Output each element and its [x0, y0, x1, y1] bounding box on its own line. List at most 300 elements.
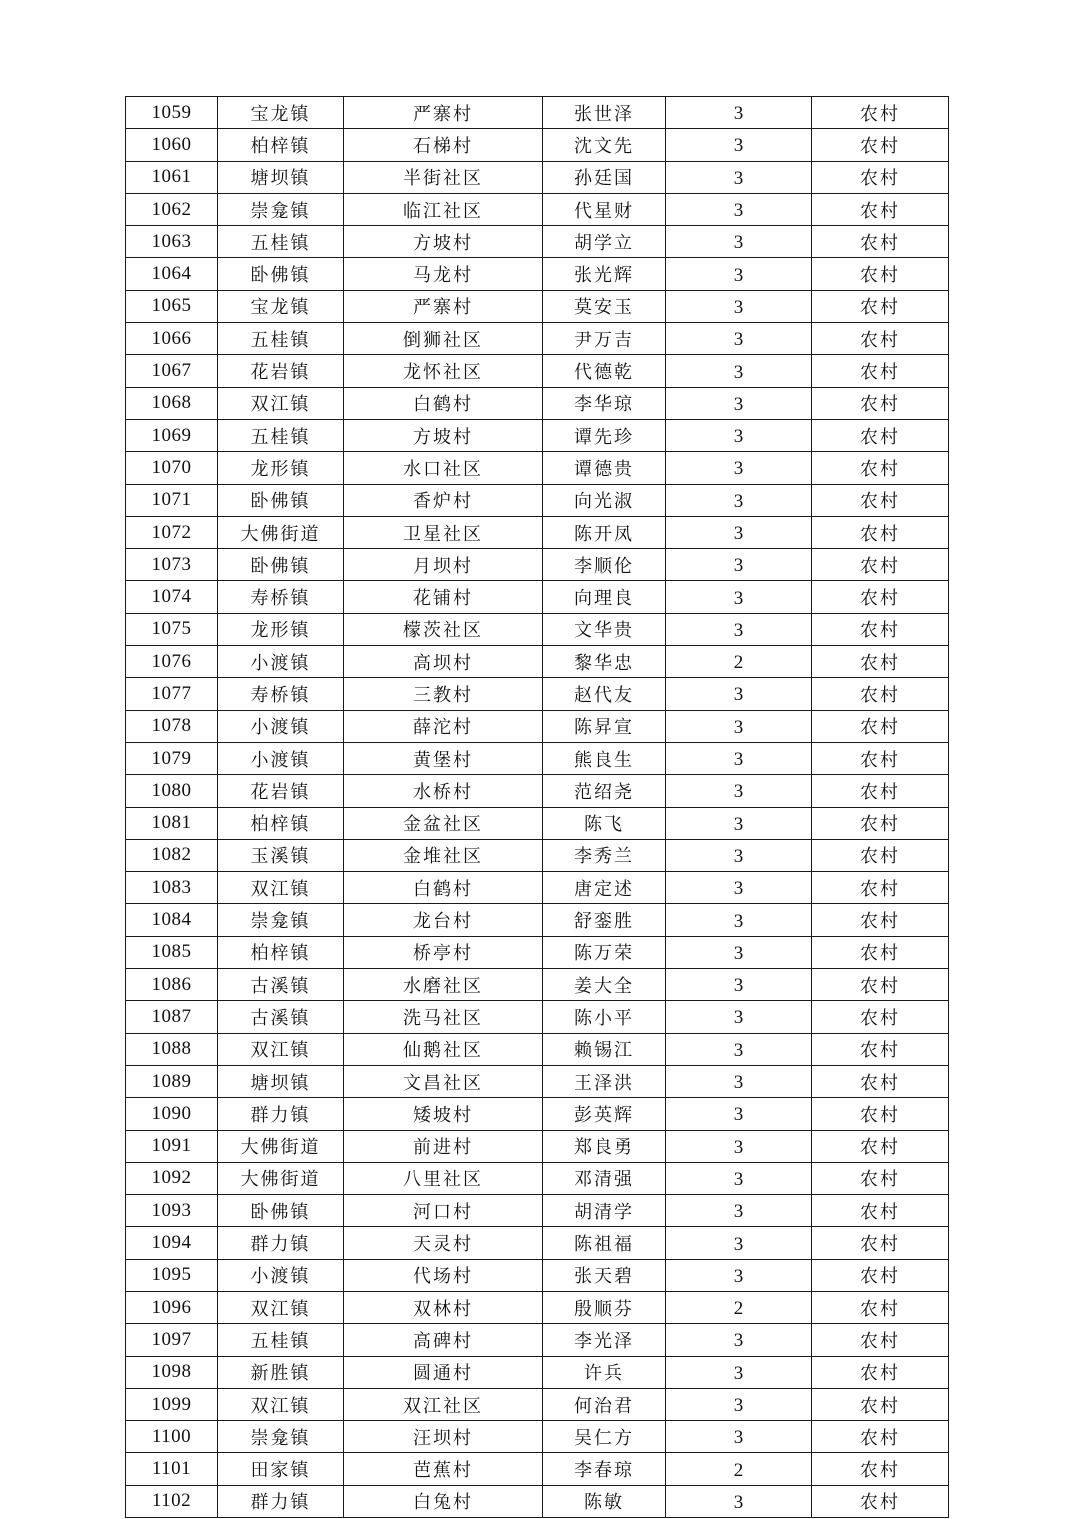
count-cell: 3 — [666, 807, 812, 839]
area-type-cell: 农村 — [812, 936, 949, 968]
serial-number-cell: 1080 — [126, 775, 218, 807]
person-name-cell: 沈文先 — [543, 129, 666, 161]
table-row — [126, 193, 949, 225]
table-row — [126, 1259, 949, 1291]
table-row — [126, 129, 949, 161]
area-type-cell: 农村 — [812, 678, 949, 710]
area-type-cell: 农村 — [812, 1485, 949, 1517]
count-cell: 3 — [666, 613, 812, 645]
person-name-cell: 陈昇宣 — [543, 710, 666, 742]
person-name-cell: 赵代友 — [543, 678, 666, 710]
serial-number-cell: 1082 — [126, 839, 218, 871]
person-name-cell: 唐定述 — [543, 872, 666, 904]
count-cell: 3 — [666, 839, 812, 871]
area-type-cell: 农村 — [812, 646, 949, 678]
table-row — [126, 839, 949, 871]
person-name-cell: 张天碧 — [543, 1259, 666, 1291]
area-type-cell: 农村 — [812, 1130, 949, 1162]
area-type-cell: 农村 — [812, 323, 949, 355]
person-name-cell: 何治君 — [543, 1388, 666, 1420]
village-cell: 马龙村 — [344, 258, 543, 290]
count-cell: 3 — [666, 516, 812, 548]
person-name-cell: 吴仁方 — [543, 1421, 666, 1453]
person-name-cell: 代德乾 — [543, 355, 666, 387]
table-row — [126, 355, 949, 387]
town-cell: 双江镇 — [218, 1033, 344, 1065]
count-cell: 3 — [666, 1162, 812, 1194]
count-cell: 3 — [666, 710, 812, 742]
person-name-cell: 黎华忠 — [543, 646, 666, 678]
area-type-cell: 农村 — [812, 1098, 949, 1130]
table-row — [126, 1001, 949, 1033]
serial-number-cell: 1093 — [126, 1195, 218, 1227]
town-cell: 小渡镇 — [218, 1259, 344, 1291]
town-cell: 宝龙镇 — [218, 97, 344, 129]
town-cell: 五桂镇 — [218, 1324, 344, 1356]
town-cell: 柏梓镇 — [218, 129, 344, 161]
town-cell: 双江镇 — [218, 1388, 344, 1420]
town-cell: 大佛街道 — [218, 1162, 344, 1194]
village-cell: 洗马社区 — [344, 1001, 543, 1033]
count-cell: 2 — [666, 1291, 812, 1323]
village-cell: 白兔村 — [344, 1485, 543, 1517]
town-cell: 田家镇 — [218, 1453, 344, 1485]
count-cell: 3 — [666, 581, 812, 613]
count-cell: 3 — [666, 1065, 812, 1097]
town-cell: 宝龙镇 — [218, 290, 344, 322]
town-cell: 花岩镇 — [218, 775, 344, 807]
serial-number-cell: 1089 — [126, 1065, 218, 1097]
count-cell: 3 — [666, 290, 812, 322]
table-row — [126, 387, 949, 419]
village-cell: 方坡村 — [344, 419, 543, 451]
village-cell: 卫星社区 — [344, 516, 543, 548]
count-cell: 3 — [666, 387, 812, 419]
area-type-cell: 农村 — [812, 1356, 949, 1388]
area-type-cell: 农村 — [812, 807, 949, 839]
village-cell: 严寨村 — [344, 290, 543, 322]
village-cell: 代场村 — [344, 1259, 543, 1291]
table-row — [126, 1388, 949, 1420]
village-cell: 水桥村 — [344, 775, 543, 807]
serial-number-cell: 1074 — [126, 581, 218, 613]
village-cell: 高坝村 — [344, 646, 543, 678]
village-cell: 圆通村 — [344, 1356, 543, 1388]
town-cell: 卧佛镇 — [218, 549, 344, 581]
person-name-cell: 陈小平 — [543, 1001, 666, 1033]
roster-table-body — [126, 97, 949, 1518]
serial-number-cell: 1098 — [126, 1356, 218, 1388]
person-name-cell: 陈飞 — [543, 807, 666, 839]
village-cell: 金堆社区 — [344, 839, 543, 871]
serial-number-cell: 1064 — [126, 258, 218, 290]
area-type-cell: 农村 — [812, 1001, 949, 1033]
serial-number-cell: 1067 — [126, 355, 218, 387]
table-row — [126, 452, 949, 484]
serial-number-cell: 1068 — [126, 387, 218, 419]
serial-number-cell: 1101 — [126, 1453, 218, 1485]
village-cell: 香炉村 — [344, 484, 543, 516]
person-name-cell: 彭英辉 — [543, 1098, 666, 1130]
table-row — [126, 323, 949, 355]
serial-number-cell: 1061 — [126, 161, 218, 193]
person-name-cell: 谭德贵 — [543, 452, 666, 484]
serial-number-cell: 1085 — [126, 936, 218, 968]
village-cell: 桥亭村 — [344, 936, 543, 968]
count-cell: 3 — [666, 1130, 812, 1162]
table-row — [126, 936, 949, 968]
area-type-cell: 农村 — [812, 1324, 949, 1356]
person-name-cell: 陈敏 — [543, 1485, 666, 1517]
serial-number-cell: 1086 — [126, 969, 218, 1001]
person-name-cell: 李秀兰 — [543, 839, 666, 871]
town-cell: 柏梓镇 — [218, 936, 344, 968]
town-cell: 崇龛镇 — [218, 904, 344, 936]
town-cell: 大佛街道 — [218, 516, 344, 548]
village-cell: 半街社区 — [344, 161, 543, 193]
area-type-cell: 农村 — [812, 419, 949, 451]
area-type-cell: 农村 — [812, 742, 949, 774]
table-row — [126, 613, 949, 645]
area-type-cell: 农村 — [812, 129, 949, 161]
table-row — [126, 1356, 949, 1388]
village-cell: 龙怀社区 — [344, 355, 543, 387]
count-cell: 3 — [666, 549, 812, 581]
area-type-cell: 农村 — [812, 355, 949, 387]
town-cell: 群力镇 — [218, 1485, 344, 1517]
person-name-cell: 陈祖福 — [543, 1227, 666, 1259]
serial-number-cell: 1092 — [126, 1162, 218, 1194]
village-cell: 檬茨社区 — [344, 613, 543, 645]
area-type-cell: 农村 — [812, 258, 949, 290]
count-cell: 3 — [666, 484, 812, 516]
serial-number-cell: 1084 — [126, 904, 218, 936]
person-name-cell: 殷顺芬 — [543, 1291, 666, 1323]
area-type-cell: 农村 — [812, 1453, 949, 1485]
area-type-cell: 农村 — [812, 452, 949, 484]
village-cell: 水口社区 — [344, 452, 543, 484]
village-cell: 前进村 — [344, 1130, 543, 1162]
table-row — [126, 710, 949, 742]
serial-number-cell: 1097 — [126, 1324, 218, 1356]
person-name-cell: 赖锡江 — [543, 1033, 666, 1065]
table-row — [126, 97, 949, 129]
area-type-cell: 农村 — [812, 1162, 949, 1194]
village-cell: 八里社区 — [344, 1162, 543, 1194]
serial-number-cell: 1075 — [126, 613, 218, 645]
area-type-cell: 农村 — [812, 1291, 949, 1323]
serial-number-cell: 1069 — [126, 419, 218, 451]
area-type-cell: 农村 — [812, 904, 949, 936]
area-type-cell: 农村 — [812, 969, 949, 1001]
village-cell: 水磨社区 — [344, 969, 543, 1001]
serial-number-cell: 1088 — [126, 1033, 218, 1065]
count-cell: 3 — [666, 969, 812, 1001]
village-cell: 双林村 — [344, 1291, 543, 1323]
town-cell: 玉溪镇 — [218, 839, 344, 871]
count-cell: 3 — [666, 1259, 812, 1291]
count-cell: 2 — [666, 646, 812, 678]
area-type-cell: 农村 — [812, 226, 949, 258]
town-cell: 卧佛镇 — [218, 258, 344, 290]
table-row — [126, 1421, 949, 1453]
count-cell: 3 — [666, 872, 812, 904]
area-type-cell: 农村 — [812, 516, 949, 548]
town-cell: 卧佛镇 — [218, 1195, 344, 1227]
table-row — [126, 581, 949, 613]
serial-number-cell: 1096 — [126, 1291, 218, 1323]
serial-number-cell: 1066 — [126, 323, 218, 355]
serial-number-cell: 1078 — [126, 710, 218, 742]
count-cell: 3 — [666, 226, 812, 258]
person-name-cell: 舒銮胜 — [543, 904, 666, 936]
serial-number-cell: 1065 — [126, 290, 218, 322]
town-cell: 塘坝镇 — [218, 1065, 344, 1097]
area-type-cell: 农村 — [812, 387, 949, 419]
town-cell: 卧佛镇 — [218, 484, 344, 516]
serial-number-cell: 1062 — [126, 193, 218, 225]
count-cell: 3 — [666, 1195, 812, 1227]
village-cell: 严寨村 — [344, 97, 543, 129]
person-name-cell: 莫安玉 — [543, 290, 666, 322]
town-cell: 塘坝镇 — [218, 161, 344, 193]
village-cell: 芭蕉村 — [344, 1453, 543, 1485]
count-cell: 3 — [666, 97, 812, 129]
table-row — [126, 1291, 949, 1323]
count-cell: 3 — [666, 1485, 812, 1517]
town-cell: 柏梓镇 — [218, 807, 344, 839]
area-type-cell: 农村 — [812, 839, 949, 871]
village-cell: 汪坝村 — [344, 1421, 543, 1453]
area-type-cell: 农村 — [812, 1065, 949, 1097]
village-cell: 龙台村 — [344, 904, 543, 936]
town-cell: 新胜镇 — [218, 1356, 344, 1388]
count-cell: 3 — [666, 775, 812, 807]
serial-number-cell: 1072 — [126, 516, 218, 548]
town-cell: 古溪镇 — [218, 969, 344, 1001]
town-cell: 花岩镇 — [218, 355, 344, 387]
table-row — [126, 258, 949, 290]
village-cell: 高碑村 — [344, 1324, 543, 1356]
serial-number-cell: 1091 — [126, 1130, 218, 1162]
town-cell: 五桂镇 — [218, 419, 344, 451]
town-cell: 崇龛镇 — [218, 193, 344, 225]
table-row — [126, 678, 949, 710]
town-cell: 小渡镇 — [218, 646, 344, 678]
table-row — [126, 1162, 949, 1194]
serial-number-cell: 1076 — [126, 646, 218, 678]
person-name-cell: 邓清强 — [543, 1162, 666, 1194]
count-cell: 3 — [666, 1388, 812, 1420]
town-cell: 双江镇 — [218, 1291, 344, 1323]
person-name-cell: 李华琼 — [543, 387, 666, 419]
serial-number-cell: 1095 — [126, 1259, 218, 1291]
serial-number-cell: 1094 — [126, 1227, 218, 1259]
table-row — [126, 1098, 949, 1130]
village-cell: 方坡村 — [344, 226, 543, 258]
town-cell: 寿桥镇 — [218, 678, 344, 710]
table-row — [126, 646, 949, 678]
count-cell: 3 — [666, 452, 812, 484]
table-row — [126, 549, 949, 581]
count-cell: 3 — [666, 936, 812, 968]
serial-number-cell: 1073 — [126, 549, 218, 581]
serial-number-cell: 1087 — [126, 1001, 218, 1033]
serial-number-cell: 1090 — [126, 1098, 218, 1130]
serial-number-cell: 1079 — [126, 742, 218, 774]
count-cell: 3 — [666, 419, 812, 451]
village-cell: 双江社区 — [344, 1388, 543, 1420]
town-cell: 龙形镇 — [218, 452, 344, 484]
table-row — [126, 1227, 949, 1259]
village-cell: 三教村 — [344, 678, 543, 710]
table-row — [126, 1485, 949, 1517]
table-row — [126, 226, 949, 258]
person-name-cell: 文华贵 — [543, 613, 666, 645]
person-name-cell: 王泽洪 — [543, 1065, 666, 1097]
table-row — [126, 969, 949, 1001]
area-type-cell: 农村 — [812, 1388, 949, 1420]
table-row — [126, 1324, 949, 1356]
area-type-cell: 农村 — [812, 710, 949, 742]
serial-number-cell: 1081 — [126, 807, 218, 839]
count-cell: 3 — [666, 1227, 812, 1259]
village-cell: 白鹤村 — [344, 387, 543, 419]
person-name-cell: 向理良 — [543, 581, 666, 613]
count-cell: 3 — [666, 742, 812, 774]
village-cell: 天灵村 — [344, 1227, 543, 1259]
person-name-cell: 胡清学 — [543, 1195, 666, 1227]
roster-table — [125, 96, 949, 1518]
person-name-cell: 胡学立 — [543, 226, 666, 258]
area-type-cell: 农村 — [812, 161, 949, 193]
person-name-cell: 李春琼 — [543, 1453, 666, 1485]
serial-number-cell: 1063 — [126, 226, 218, 258]
village-cell: 河口村 — [344, 1195, 543, 1227]
person-name-cell: 孙廷国 — [543, 161, 666, 193]
town-cell: 崇龛镇 — [218, 1421, 344, 1453]
count-cell: 3 — [666, 355, 812, 387]
person-name-cell: 张光辉 — [543, 258, 666, 290]
village-cell: 花铺村 — [344, 581, 543, 613]
town-cell: 双江镇 — [218, 872, 344, 904]
serial-number-cell: 1070 — [126, 452, 218, 484]
serial-number-cell: 1077 — [126, 678, 218, 710]
town-cell: 群力镇 — [218, 1098, 344, 1130]
serial-number-cell: 1071 — [126, 484, 218, 516]
table-row — [126, 1195, 949, 1227]
town-cell: 小渡镇 — [218, 742, 344, 774]
area-type-cell: 农村 — [812, 1227, 949, 1259]
area-type-cell: 农村 — [812, 1421, 949, 1453]
table-row — [126, 872, 949, 904]
area-type-cell: 农村 — [812, 1259, 949, 1291]
serial-number-cell: 1060 — [126, 129, 218, 161]
table-row — [126, 516, 949, 548]
village-cell: 月坝村 — [344, 549, 543, 581]
area-type-cell: 农村 — [812, 549, 949, 581]
table-row — [126, 290, 949, 322]
count-cell: 3 — [666, 161, 812, 193]
count-cell: 3 — [666, 1324, 812, 1356]
count-cell: 3 — [666, 1356, 812, 1388]
count-cell: 3 — [666, 129, 812, 161]
count-cell: 3 — [666, 1098, 812, 1130]
table-row — [126, 807, 949, 839]
village-cell: 矮坡村 — [344, 1098, 543, 1130]
village-cell: 黄堡村 — [344, 742, 543, 774]
count-cell: 3 — [666, 323, 812, 355]
village-cell: 薛沱村 — [344, 710, 543, 742]
person-name-cell: 姜大全 — [543, 969, 666, 1001]
town-cell: 五桂镇 — [218, 323, 344, 355]
person-name-cell: 李光泽 — [543, 1324, 666, 1356]
town-cell: 小渡镇 — [218, 710, 344, 742]
village-cell: 白鹤村 — [344, 872, 543, 904]
area-type-cell: 农村 — [812, 581, 949, 613]
table-row — [126, 904, 949, 936]
count-cell: 3 — [666, 1001, 812, 1033]
town-cell: 龙形镇 — [218, 613, 344, 645]
person-name-cell: 代星财 — [543, 193, 666, 225]
person-name-cell: 谭先珍 — [543, 419, 666, 451]
table-row — [126, 419, 949, 451]
table-row — [126, 742, 949, 774]
village-cell: 临江社区 — [344, 193, 543, 225]
table-row — [126, 775, 949, 807]
person-name-cell: 熊良生 — [543, 742, 666, 774]
serial-number-cell: 1100 — [126, 1421, 218, 1453]
person-name-cell: 尹万吉 — [543, 323, 666, 355]
person-name-cell: 范绍尧 — [543, 775, 666, 807]
area-type-cell: 农村 — [812, 872, 949, 904]
town-cell: 古溪镇 — [218, 1001, 344, 1033]
serial-number-cell: 1102 — [126, 1485, 218, 1517]
area-type-cell: 农村 — [812, 97, 949, 129]
area-type-cell: 农村 — [812, 775, 949, 807]
village-cell: 仙鹅社区 — [344, 1033, 543, 1065]
town-cell: 双江镇 — [218, 387, 344, 419]
serial-number-cell: 1083 — [126, 872, 218, 904]
count-cell: 3 — [666, 1421, 812, 1453]
village-cell: 金盆社区 — [344, 807, 543, 839]
person-name-cell: 陈万荣 — [543, 936, 666, 968]
area-type-cell: 农村 — [812, 1195, 949, 1227]
town-cell: 大佛街道 — [218, 1130, 344, 1162]
town-cell: 寿桥镇 — [218, 581, 344, 613]
serial-number-cell: 1099 — [126, 1388, 218, 1420]
town-cell: 群力镇 — [218, 1227, 344, 1259]
count-cell: 3 — [666, 1033, 812, 1065]
table-row — [126, 1453, 949, 1485]
area-type-cell: 农村 — [812, 193, 949, 225]
table-row — [126, 1033, 949, 1065]
person-name-cell: 张世泽 — [543, 97, 666, 129]
area-type-cell: 农村 — [812, 613, 949, 645]
count-cell: 3 — [666, 193, 812, 225]
table-row — [126, 484, 949, 516]
table-row — [126, 1065, 949, 1097]
count-cell: 3 — [666, 904, 812, 936]
count-cell: 3 — [666, 258, 812, 290]
table-row — [126, 161, 949, 193]
count-cell: 2 — [666, 1453, 812, 1485]
table-row — [126, 1130, 949, 1162]
person-name-cell: 许兵 — [543, 1356, 666, 1388]
village-cell: 文昌社区 — [344, 1065, 543, 1097]
area-type-cell: 农村 — [812, 1033, 949, 1065]
village-cell: 石梯村 — [344, 129, 543, 161]
